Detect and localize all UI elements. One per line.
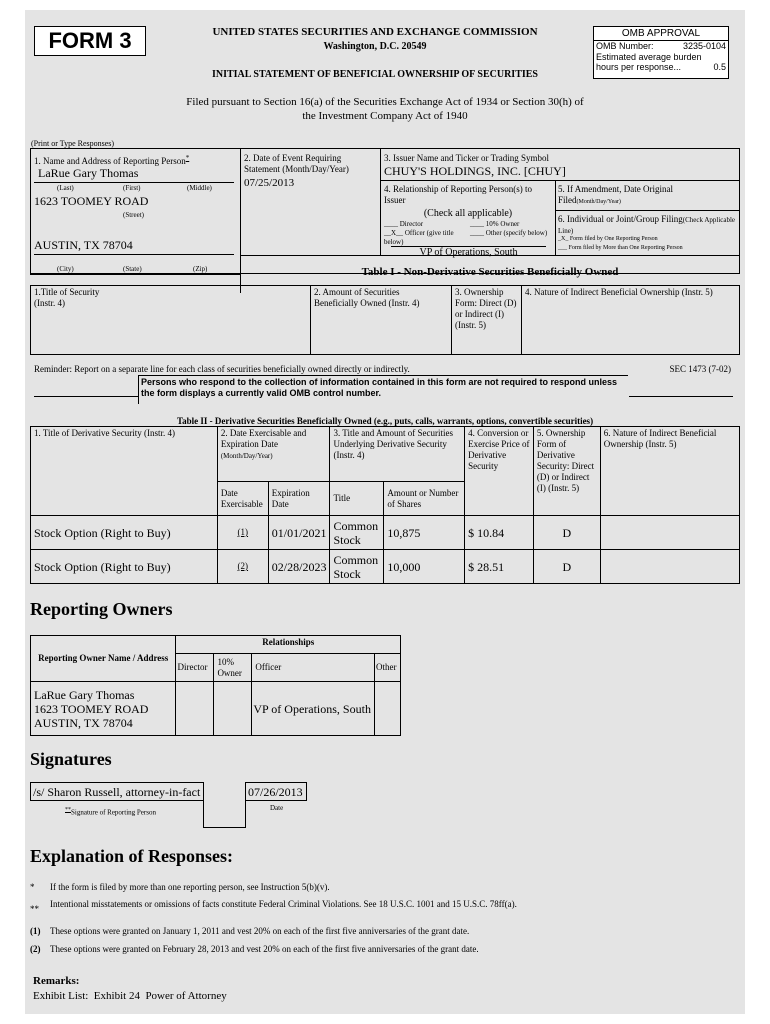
note-1 bbox=[30, 926, 590, 937]
middle-name-label: (Middle) bbox=[187, 184, 212, 192]
table1-col4: 4. Nature of Indirect Beneficial Ownership (Instr. 5) bbox=[525, 287, 713, 297]
filing-check: (Check Applicable Line) bbox=[558, 216, 736, 235]
last-name-label: (Last) bbox=[57, 184, 74, 192]
note-1-mark: (1) bbox=[30, 926, 41, 936]
row2-nature bbox=[600, 550, 739, 584]
officer-title-field: VP of Operations, South bbox=[391, 246, 546, 258]
filing-more-persons[interactable]: ___ Form filed by More than One Reporting Person bbox=[558, 245, 683, 251]
agency-name: UNITED STATES SECURITIES AND EXCHANGE COMMISSION bbox=[212, 26, 538, 38]
omb-number-value: 3235-0104 bbox=[682, 41, 726, 51]
relationships-header: Relationships bbox=[176, 636, 401, 654]
row2-amount: 10,000 bbox=[384, 550, 465, 584]
owner-street: 1623 TOOMEY ROAD bbox=[34, 701, 149, 716]
amendment-label: 5. If Amendment, Date Original Filed(Month/Day/Year) bbox=[558, 184, 673, 205]
officer-label: Officer (give title below) bbox=[384, 229, 454, 246]
print-note: (Print or Type Responses) bbox=[31, 139, 115, 148]
row2-expiration: 02/28/2023 bbox=[268, 550, 330, 584]
note-star bbox=[30, 882, 540, 893]
officer-mark: __X__ bbox=[384, 229, 404, 237]
remarks-label: Remarks: bbox=[33, 975, 80, 987]
officer-checkbox[interactable] bbox=[384, 229, 469, 247]
omb-notice: Persons who respond to the collection of information contained in this form are not required to respond unless the form displays a currently valid OMB control number. bbox=[138, 375, 628, 404]
reporting-person-name: LaRue Gary Thomas bbox=[38, 166, 139, 180]
row2-security: Stock Option (Right to Buy) bbox=[31, 550, 218, 584]
omb-approval-box bbox=[593, 26, 729, 79]
form-title: INITIAL STATEMENT OF BENEFICIAL OWNERSHIP OF SECURITIES bbox=[211, 69, 538, 80]
omb-burden-label: hours per response... bbox=[596, 62, 682, 72]
table1-col2: 2. Amount of Securities Beneficially Owned (Instr. 4) bbox=[314, 287, 420, 308]
table-row bbox=[31, 682, 401, 736]
note-2-text: These options were granted on February 28, 2013 and vest 20% on each of the first five anniversaries of the grant date. bbox=[50, 944, 479, 954]
owner-officer-header: Officer bbox=[252, 654, 375, 682]
t2-h6: 6. Nature of Indirect Beneficial Ownership (Instr. 5) bbox=[600, 427, 739, 516]
t2-h4: 4. Conversion or Exercise Price of Derivative Security bbox=[465, 427, 534, 516]
row2-exercisable-footnote[interactable]: (2) bbox=[217, 550, 268, 584]
t2-h3: 3. Title and Amount of Securities Underlying Derivative Security (Instr. 4) bbox=[330, 427, 465, 482]
row1-exercisable-footnote[interactable]: (1) bbox=[217, 516, 268, 550]
table1-col1: 1.Title of Security (Instr. 4) bbox=[34, 287, 100, 308]
t2-date-exercisable: Date Exercisable bbox=[217, 482, 268, 516]
amendment-sub: (Month/Day/Year) bbox=[576, 199, 621, 205]
row2-form: D bbox=[533, 550, 600, 584]
explanation-heading: Explanation of Responses: bbox=[30, 846, 234, 866]
omb-title: OMB APPROVAL bbox=[594, 27, 728, 41]
reporting-person-label: 1. Name and Address of Reporting Person* bbox=[34, 154, 190, 166]
zip-label: (Zip) bbox=[193, 265, 208, 273]
t2-h5: 5. Ownership Form of Derivative Security: Direct (D) or Indirect (I) (Instr. 5) bbox=[533, 427, 600, 516]
table-row bbox=[31, 550, 740, 584]
filing-one-person[interactable]: _X_ Form filed by One Reporting Person bbox=[558, 236, 658, 242]
reporting-owners-table bbox=[30, 635, 401, 736]
omb-number-label: OMB Number: bbox=[596, 41, 654, 51]
state-label: (State) bbox=[123, 265, 142, 273]
row2-title: Common Stock bbox=[330, 550, 384, 584]
table1-title: Table I - Non-Derivative Securities Beneficially Owned bbox=[361, 266, 619, 278]
owner-other-header: Other bbox=[375, 654, 401, 682]
remarks-text: Exhibit List: Exhibit 24 Power of Attorney bbox=[33, 990, 227, 1002]
note-1-text: These options were granted on January 1, 2011 and vest 20% on each of the first five anniversaries of the grant date. bbox=[50, 926, 470, 936]
asterisk-marker: * bbox=[185, 154, 190, 162]
note-star-text: If the form is filed by more than one reporting person, see Instruction 5(b)(v). bbox=[50, 882, 330, 892]
omb-burden-line1: Estimated average burden bbox=[596, 52, 702, 62]
t2-h1: 1. Title of Derivative Security (Instr. 4) bbox=[31, 427, 218, 516]
reporting-person-city: AUSTIN, TX 78704 bbox=[34, 238, 133, 252]
street-label: (Street) bbox=[123, 211, 144, 219]
omb-burden-value: 0.5 bbox=[713, 62, 726, 72]
reminder-text: Reminder: Report on a separate line for each class of securities beneficially owned directly or indirectly. bbox=[34, 364, 410, 374]
note-double-star bbox=[30, 899, 540, 915]
date-label: Date bbox=[270, 804, 284, 812]
filed-pursuant-line2: the Investment Company Act of 1940 bbox=[302, 110, 468, 122]
row1-security: Stock Option (Right to Buy) bbox=[31, 516, 218, 550]
event-date-label: 2. Date of Event Requiring Statement (Month/Day/Year) bbox=[244, 153, 349, 174]
director-label: Director bbox=[399, 220, 424, 228]
other-checkbox[interactable]: ____ Other (specify below) bbox=[470, 229, 548, 237]
owner-address-cell bbox=[31, 682, 176, 736]
first-name-label: (First) bbox=[123, 184, 141, 192]
table1-col3: 3. Ownership Form: Direct (D) or Indirect (I) (Instr. 5) bbox=[455, 287, 517, 330]
signatures-heading: Signatures bbox=[30, 749, 112, 769]
ten-pct-checkbox[interactable]: ____ 10% Owner bbox=[470, 220, 520, 228]
note-double-star-text: Intentional misstatements or omissions of facts constitute Federal Criminal Violations. See 18 U.S.C. 1001 and 15 U.S.C. 78ff(a). bbox=[50, 899, 517, 909]
signature-date: 07/26/2013 bbox=[245, 782, 307, 801]
note-2 bbox=[30, 944, 590, 955]
table2 bbox=[30, 426, 740, 584]
row2-price: $ 28.51 bbox=[465, 550, 534, 584]
director-checkbox[interactable]: ____ Director bbox=[384, 220, 424, 228]
issuer-value: CHUY'S HOLDINGS, INC. [CHUY] bbox=[384, 164, 566, 178]
t2-expiration: Expiration Date bbox=[268, 482, 330, 516]
issuer-label: 3. Issuer Name and Ticker or Trading Symbol bbox=[384, 153, 549, 163]
filed-pursuant-line1: Filed pursuant to Section 16(a) of the Securities Exchange Act of 1934 or Section 30(h) of bbox=[186, 96, 584, 108]
filing-label: 6. Individual or Joint/Group Filing(Check Applicable Line) bbox=[558, 214, 736, 235]
table-row bbox=[31, 516, 740, 550]
check-all-note: (Check all applicable) bbox=[423, 208, 513, 219]
signature-field: /s/ Sharon Russell, attorney-in-fact bbox=[30, 782, 204, 801]
row1-expiration: 01/01/2021 bbox=[268, 516, 330, 550]
owner-ten-pct-header: 10% Owner bbox=[214, 654, 252, 682]
event-date-value: 07/25/2013 bbox=[244, 177, 295, 189]
signature-label-mark: ** bbox=[65, 807, 71, 813]
form-page bbox=[25, 10, 745, 1014]
owner-officer-value: VP of Operations, South bbox=[252, 682, 375, 736]
reporting-person-street: 1623 TOOMEY ROAD bbox=[34, 194, 149, 208]
signature-label: **Signature of Reporting Person bbox=[65, 807, 156, 817]
sec-code: SEC 1473 (7-02) bbox=[669, 364, 731, 374]
t2-h2-sub: (Month/Day/Year) bbox=[220, 452, 273, 460]
row1-amount: 10,875 bbox=[384, 516, 465, 550]
ten-pct-label: 10% Owner bbox=[485, 220, 520, 228]
row1-title: Common Stock bbox=[330, 516, 384, 550]
owner-name: LaRue Gary Thomas bbox=[34, 687, 135, 702]
row1-price: $ 10.84 bbox=[465, 516, 534, 550]
owner-name-header: Reporting Owner Name / Address bbox=[31, 636, 176, 682]
reporting-owners-heading: Reporting Owners bbox=[30, 599, 173, 619]
owner-director-header: Director bbox=[176, 654, 214, 682]
other-label: Other (specify below) bbox=[485, 229, 548, 237]
city-label: (City) bbox=[57, 265, 74, 273]
t2-title-col: Title bbox=[330, 482, 384, 516]
row1-form: D bbox=[533, 516, 600, 550]
relationship-label: 4. Relationship of Reporting Person(s) to Issuer bbox=[384, 184, 532, 205]
table2-title: Table II - Derivative Securities Beneficially Owned (e.g., puts, calls, warrants, options, convertible securities) bbox=[176, 416, 594, 426]
note-double-star-mark: ** bbox=[30, 904, 39, 914]
row1-nature bbox=[600, 516, 739, 550]
note-2-mark: (2) bbox=[30, 944, 41, 954]
form-label: FORM 3 bbox=[34, 26, 146, 56]
agency-location: Washington, D.C. 20549 bbox=[323, 41, 427, 52]
owner-city: AUSTIN, TX 78704 bbox=[34, 715, 133, 730]
t2-h2: 2. Date Exercisable and Expiration Date (Month/Day/Year) bbox=[217, 427, 330, 482]
note-star-mark: * bbox=[30, 882, 35, 892]
t2-amount-col: Amount or Number of Shares bbox=[384, 482, 465, 516]
